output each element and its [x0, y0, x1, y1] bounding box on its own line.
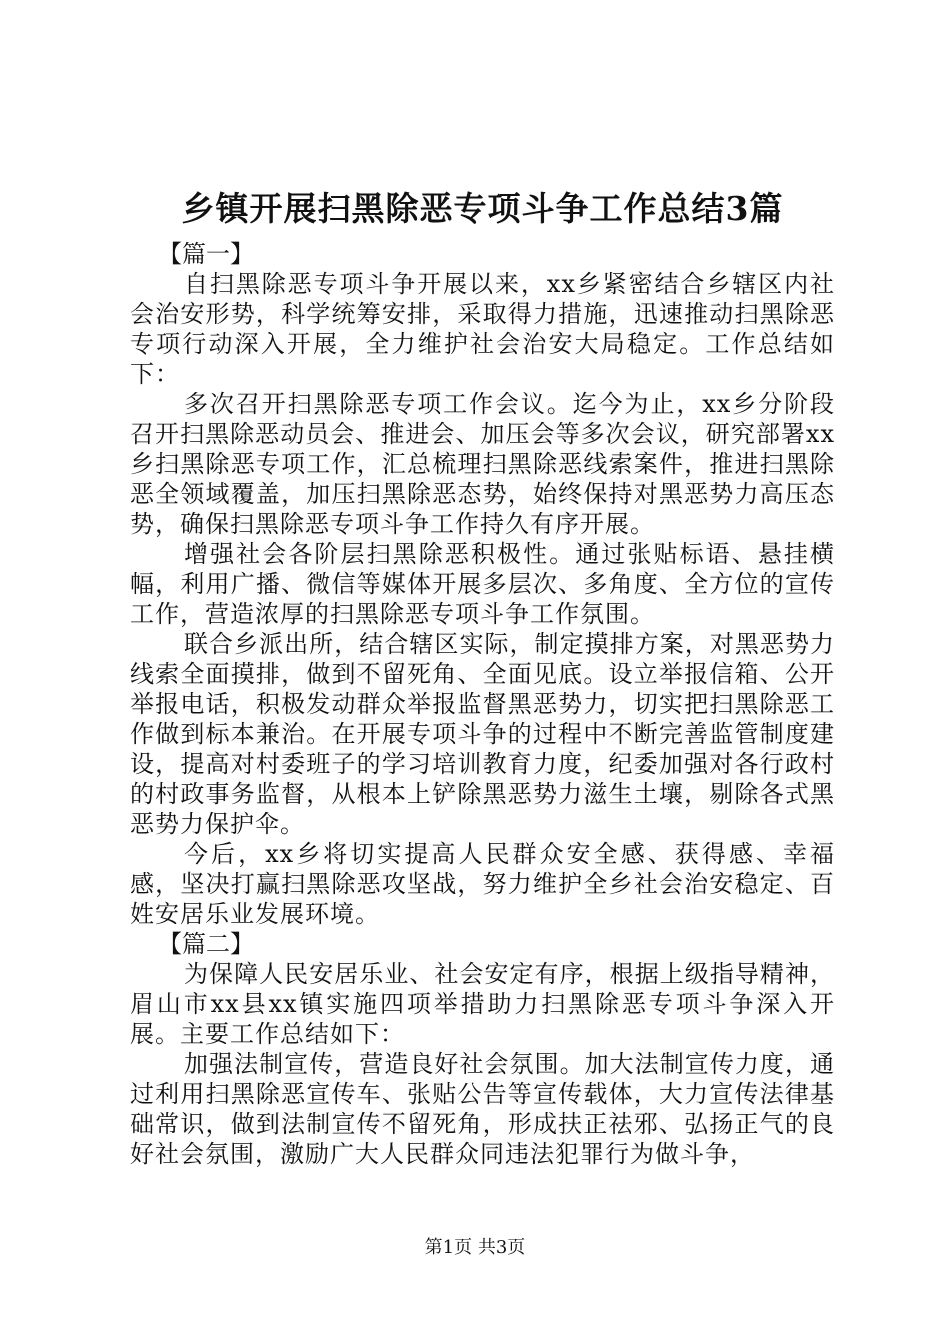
- paragraph: 增强社会各阶层扫黑除恶积极性。通过张贴标语、悬挂横幅，利用广播、微信等媒体开展多层次、多角度、全方位的宣传工作，营造浓厚的扫黑除恶专项斗争工作氛围。: [130, 540, 835, 628]
- paragraph: 多次召开扫黑除恶专项工作会议。迄今为止，xx乡分阶段召开扫黑除恶动员会、推进会、加压会等多次会议，研究部署xx乡扫黑除恶专项工作，汇总梳理扫黑除恶线索案件，推进扫黑除恶全领域覆盖，加压扫黑除恶态势，始终保持对黑恶势力高压态势，确保扫黑除恶专项斗争工作持久有序开展。: [130, 390, 835, 538]
- section-2: [130, 929, 835, 1169]
- paragraph: 加强法制宣传，营造良好社会氛围。加大法制宣传力度，通过利用扫黑除恶宣传车、张贴公告等宣传载体，大力宣传法律基础常识，做到法制宣传不留死角，形成扶正祛邪、弘扬正气的良好社会氛围，激励广大人民群众同违法犯罪行为做斗争，: [130, 1050, 835, 1168]
- paragraph: 为保障人民安居乐业、社会安定有序，根据上级指导精神，眉山市xx县xx镇实施四项举措助力扫黑除恶专项斗争深入开展。主要工作总结如下：: [130, 960, 835, 1048]
- section-2-heading: 【篇二】: [158, 930, 254, 958]
- document-page: [130, 185, 835, 1169]
- section-1: [130, 239, 835, 929]
- section-1-heading: 【篇一】: [158, 240, 254, 268]
- paragraph: 今后，xx乡将切实提高人民群众安全感、获得感、幸福感，坚决打赢扫黑除恶攻坚战，努力维护全乡社会治安稳定、百姓安居乐业发展环境。: [130, 840, 835, 928]
- document-title: 乡镇开展扫黑除恶专项斗争工作总结3篇: [181, 189, 784, 228]
- paragraph: 自扫黑除恶专项斗争开展以来，xx乡紧密结合乡辖区内社会治安形势，科学统筹安排，采取得力措施，迅速推动扫黑除恶专项行动深入开展，全力维护社会治安大局稳定。工作总结如下：: [130, 270, 835, 388]
- page-footer: 第1页 共3页: [424, 1237, 526, 1258]
- paragraph: 联合乡派出所，结合辖区实际，制定摸排方案，对黑恶势力线索全面摸排，做到不留死角、全面见底。设立举报信箱、公开举报电话，积极发动群众举报监督黑恶势力，切实把扫黑除恶工作做到标本兼治。在开展专项斗争的过程中不断完善监管制度建设，提高对村委班子的学习培训教育力度，纪委加强对各行政村的村政事务监督，从根本上铲除黑恶势力滋生土壤，剔除各式黑恶势力保护伞。: [130, 630, 835, 838]
